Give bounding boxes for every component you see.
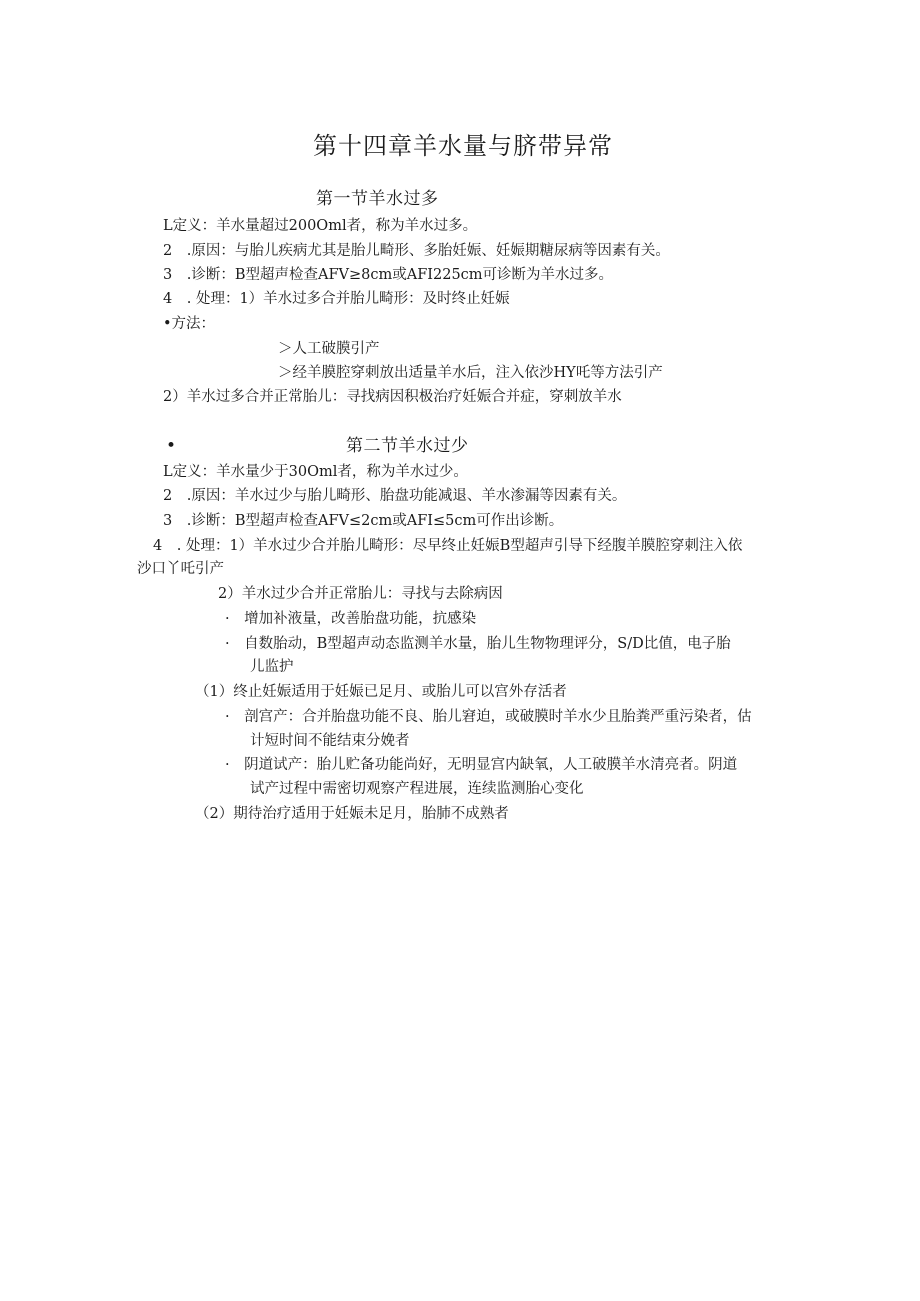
section-heading: 第一节羊水过多 xyxy=(316,189,439,209)
treatment-subitem: （1）终止妊娠适用于妊娠已足月、或胎儿可以宫外存活者 xyxy=(195,684,567,700)
section-heading: 第二节羊水过少 xyxy=(346,436,469,456)
diagnosis-line: 3 .诊断：B型超声检查AFV≤2cm或AFI≤5cm可作出诊断。 xyxy=(163,513,564,529)
list-item: · 剖宫产：合并胎盘功能不良、胎儿窘迫，或破膜时羊水少且胎粪严重污染者，估 xyxy=(225,709,752,725)
treatment-line: 4 . 处理：1）羊水过少合并胎儿畸形：尽早终止妊娠B型超声引导下经腹羊膜腔穿刺注入依 xyxy=(153,538,743,554)
treatment-subitem: （2）期待治疗适用于妊娠未足月，胎肺不成熟者 xyxy=(195,806,509,822)
list-item-cont: 试产过程中需密切观察产程进展，连续监测胎心变化 xyxy=(250,781,584,797)
cause-line: 2 .原因：与胎儿疾病尤其是胎儿畸形、多胎妊娠、妊娠期糖尿病等因素有关。 xyxy=(163,243,670,259)
list-item: · 增加补液量，改善胎盘功能，抗感染 xyxy=(225,611,477,627)
list-item-cont: 计短时间不能结束分娩者 xyxy=(250,733,410,749)
chapter-title: 第十四章羊水量与脐带异常 xyxy=(313,132,613,160)
method-item: ＞经羊膜腔穿刺放出适量羊水后，注入依沙HY吒等方法引产 xyxy=(278,365,663,381)
list-item: · 自数胎动，B型超声动态监测羊水量，胎儿生物物理评分，S/D比值，电子胎 xyxy=(225,636,731,652)
cause-line: 2 .原因：羊水过少与胎儿畸形、胎盘功能减退、羊水渗漏等因素有关。 xyxy=(163,488,627,504)
list-item-cont: 儿监护 xyxy=(250,659,294,675)
method-label: •方法： xyxy=(163,316,216,332)
treatment-subitem: 2）羊水过少合并正常胎儿：寻找与去除病因 xyxy=(218,586,503,602)
treatment-line: 4 . 处理：1）羊水过多合并胎儿畸形：及时终止妊娠 xyxy=(163,291,510,307)
definition-line: L定义：羊水量超过200Oml者，称为羊水过多。 xyxy=(163,218,478,234)
treatment-line-cont: 沙口丫吒引产 xyxy=(137,561,224,577)
method-item: ＞人工破膜引产 xyxy=(278,341,380,357)
section-bullet: • xyxy=(166,436,177,456)
definition-line: L定义：羊水量少于30Oml者，称为羊水过少。 xyxy=(163,464,468,480)
diagnosis-line: 3 .诊断：B型超声检查AFV≥8cm或AFI225cm可诊断为羊水过多。 xyxy=(163,267,614,283)
treatment-subitem: 2）羊水过多合并正常胎儿：寻找病因积极治疗妊娠合并症，穿刺放羊水 xyxy=(163,389,622,405)
list-item: · 阴道试产：胎儿贮备功能尚好，无明显宫内缺氧，人工破膜羊水清亮者。阴道 xyxy=(225,757,738,773)
